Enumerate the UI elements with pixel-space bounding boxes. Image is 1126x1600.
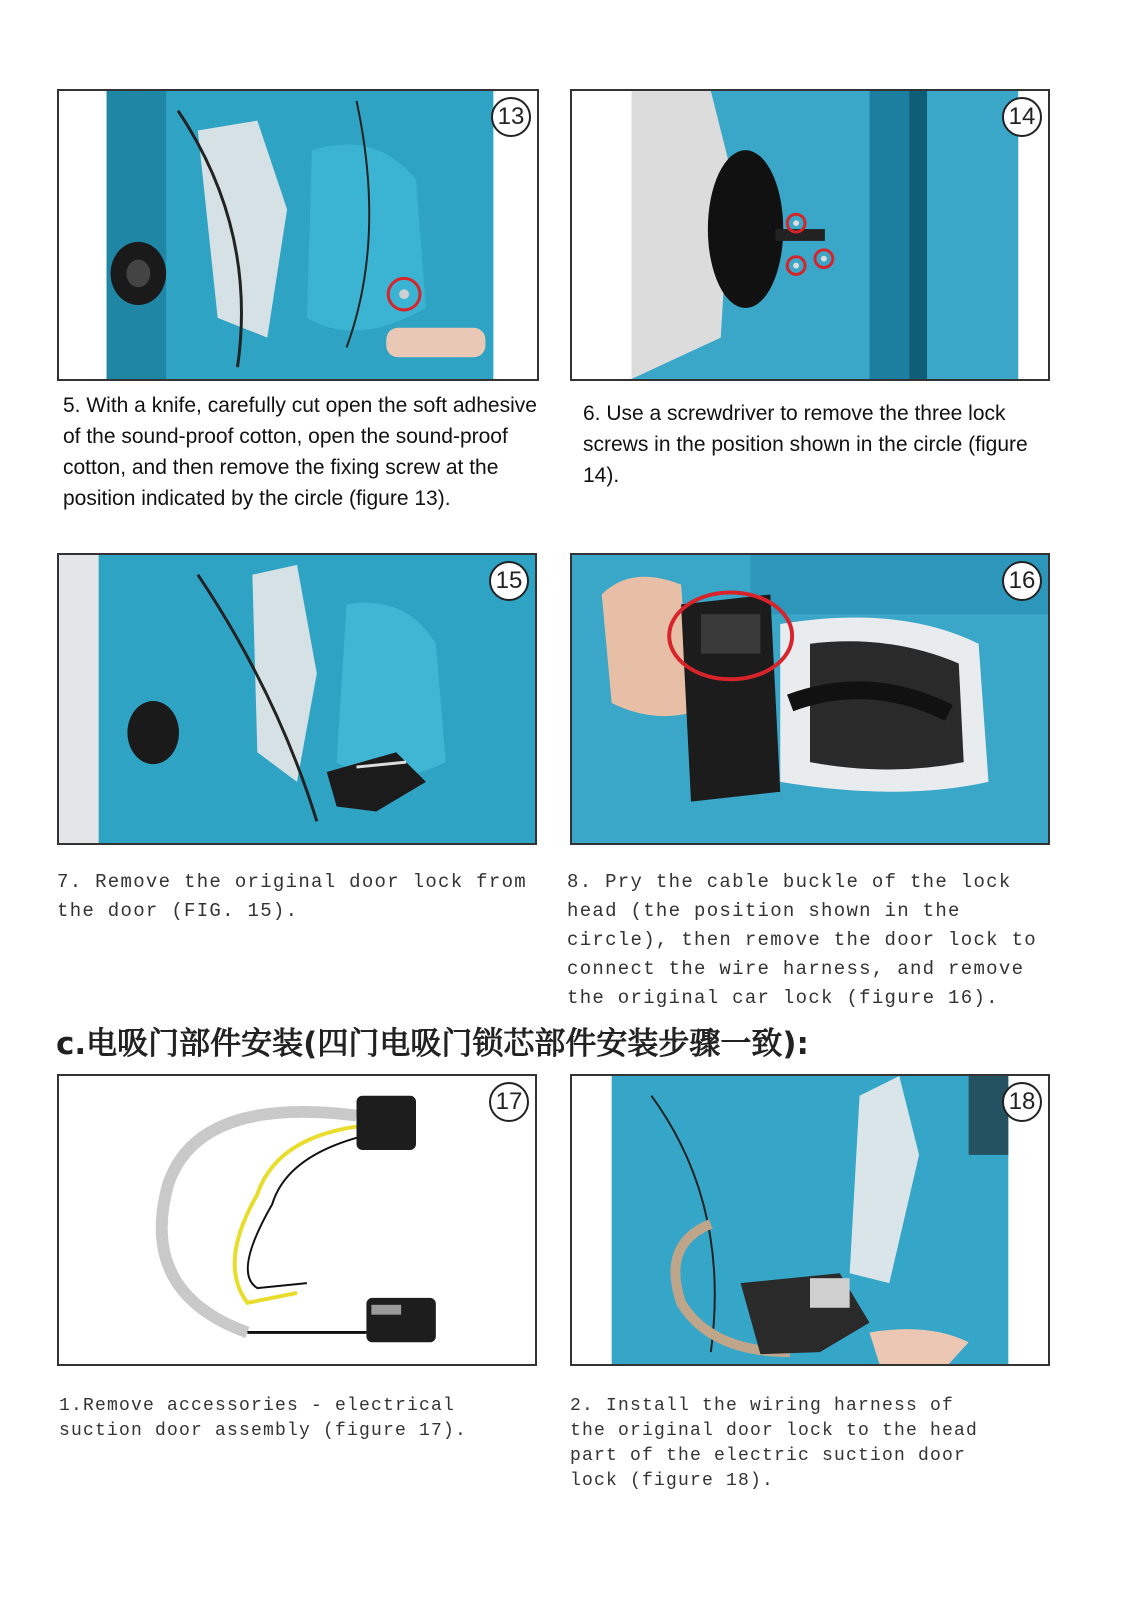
section-heading: c.电吸门部件安装(四门电吸门锁芯部件安装步骤一致): [56,1026,809,1062]
figure-14-photo [570,89,1050,381]
figure-15-caption: 7. Remove the original door lock from the door (FIG. 15). [57,871,527,922]
figure-15-photo [57,553,537,845]
figure-18-caption: 2. Install the wiring harness of the original door lock to the head part of the electric suction door lock (figure 18). [570,1396,979,1491]
figure-18-number: 18 [1002,1082,1042,1122]
figure-13-caption: 5. With a knife, carefully cut open the soft adhesive of the sound-proof cotton, open the sound-proof cotton, and then remove the fixing screw at the position indicated by the circle (figure 13). [63,394,537,510]
figure-18-photo [570,1074,1050,1366]
figure-14-caption: 6. Use a screwdriver to remove the three lock screws in the position shown in the circle (figure 14). [583,402,1028,487]
figure-16-photo [570,553,1050,845]
figure-17-number: 17 [489,1082,529,1122]
figure-13-number: 13 [491,97,531,137]
figure-16-number: 16 [1002,561,1042,601]
figure-17-photo [57,1074,537,1366]
figure-14-number: 14 [1002,97,1042,137]
figure-15-number: 15 [489,561,529,601]
figure-13-photo [57,89,539,381]
figure-16-caption: 8. Pry the cable buckle of the lock head (the position shown in the circle), then remove the door lock to connect the wire harness, and remove the original car lock (figure 16). [567,871,1037,1009]
figure-17-caption: 1.Remove accessories - electrical suction door assembly (figure 17). [59,1396,468,1441]
